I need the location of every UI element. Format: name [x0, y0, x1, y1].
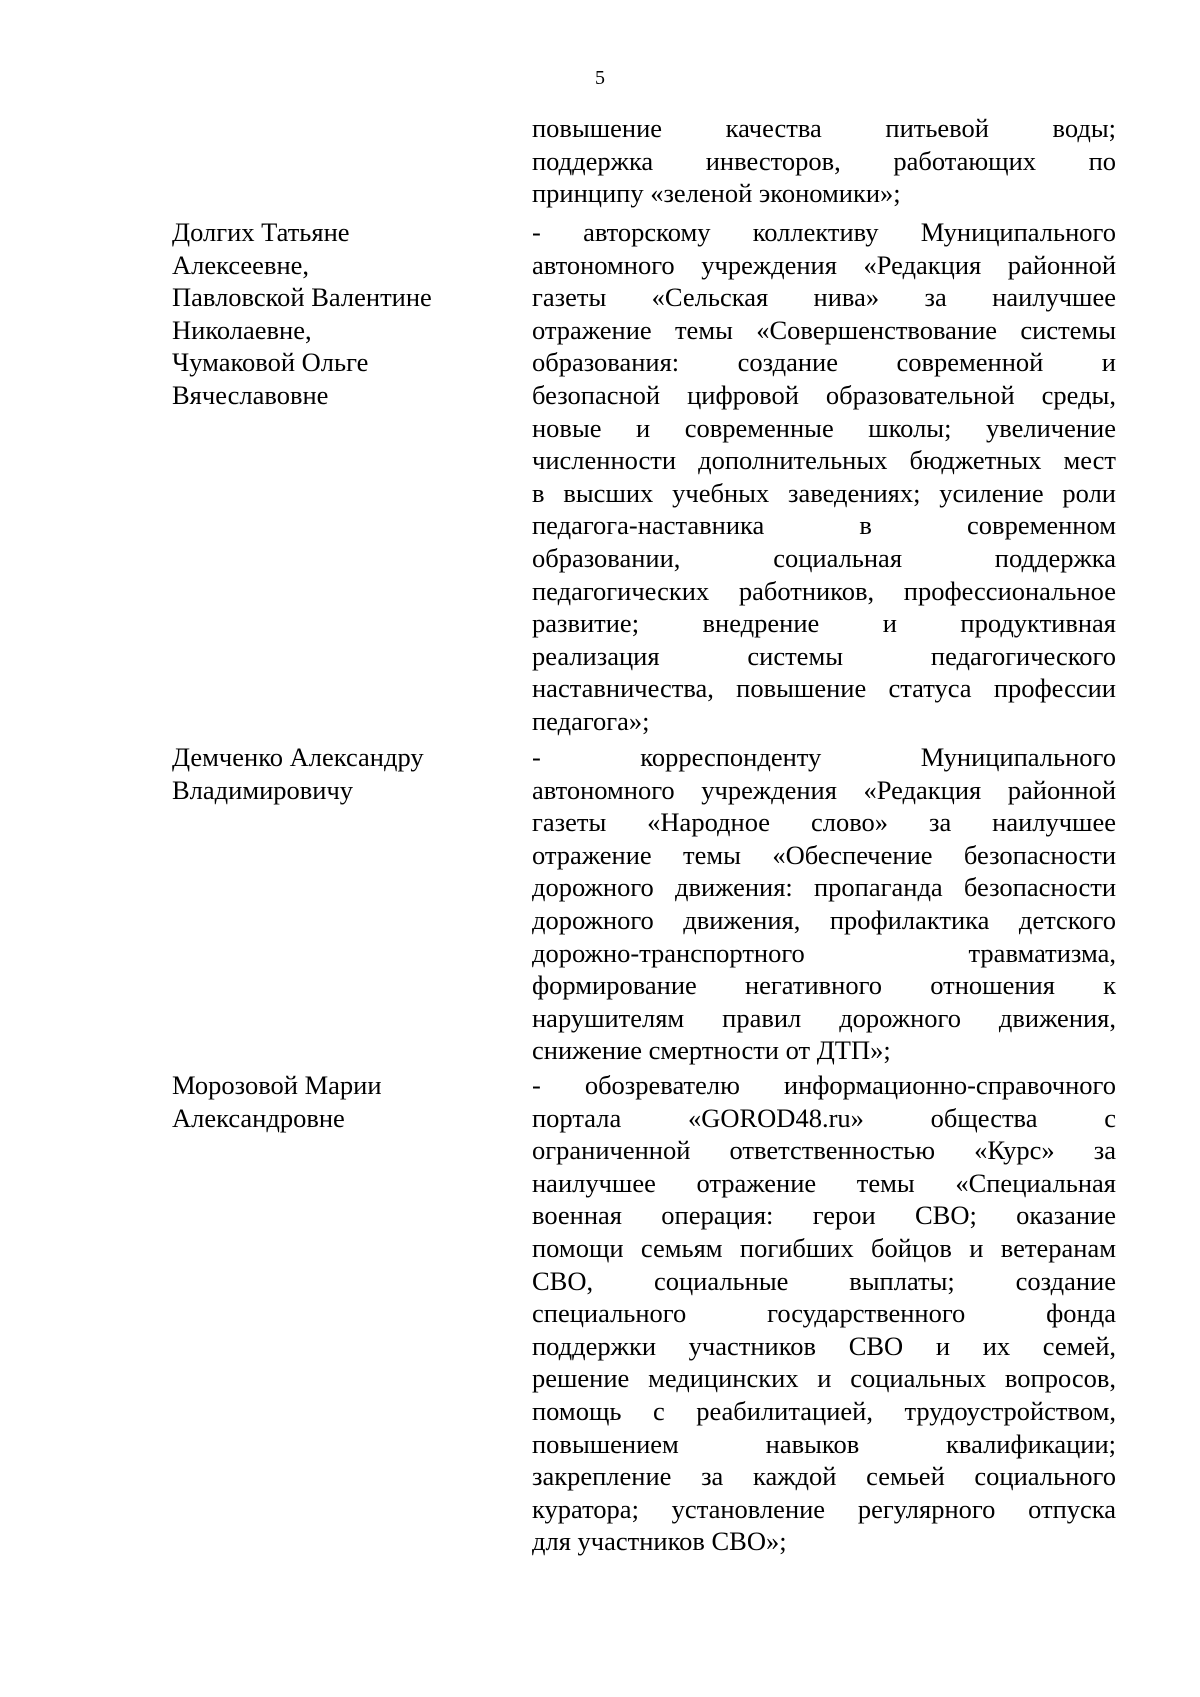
text-line: наилучшее отражение темы «Специальная — [532, 1167, 1116, 1198]
name-line: Вячеславовне — [172, 379, 329, 410]
text-line: помощи семьям погибших бойцов и ветеранам — [532, 1232, 1116, 1263]
text-line: закрепление за каждой семьей социального — [532, 1461, 1116, 1492]
text-line: куратора; установление регулярного отпуска — [532, 1493, 1116, 1524]
award-description — [532, 741, 1116, 1067]
recipient-names — [172, 216, 502, 412]
recipient-names — [172, 1069, 502, 1134]
text-line: повышение качества питьевой воды; — [532, 113, 1116, 143]
text-line: специального государственного фонда — [532, 1298, 1116, 1329]
text-line: новые и современные школы; увеличение — [532, 412, 1116, 443]
page-number: 5 — [595, 67, 605, 89]
text-line: реализация системы педагогического — [532, 640, 1116, 671]
text-line: для участников СВО»; — [532, 1526, 787, 1557]
text-line: формирование негативного отношения к — [532, 970, 1116, 1001]
text-line: образовании, социальная поддержка — [532, 542, 1116, 573]
text-line: педагога»; — [532, 705, 650, 736]
text-line: снижение смертности от ДТП»; — [532, 1035, 891, 1066]
text-line: образования: создание современной и — [532, 347, 1116, 378]
text-line: - авторскому коллективу Муниципального — [532, 217, 1116, 247]
name-line: Владимировичу — [172, 774, 354, 805]
name-line: Павловской Валентине — [172, 282, 432, 313]
name-line: Морозовой Марии — [172, 1070, 382, 1100]
text-line: - обозревателю информационно-справочного — [532, 1070, 1116, 1100]
text-line: принципу «зеленой экономики»; — [532, 178, 901, 209]
text-line: в высших учебных заведениях; усиление роли — [532, 477, 1116, 508]
award-description — [532, 1069, 1116, 1558]
text-line: - корреспонденту Муниципального — [532, 742, 1116, 772]
text-line: численности дополнительных бюджетных мест — [532, 445, 1116, 476]
text-line: дорожного движения, профилактика детского — [532, 904, 1116, 935]
text-line: газеты «Сельская нива» за наилучшее — [532, 282, 1116, 313]
name-line: Чумаковой Ольге — [172, 347, 369, 378]
text-line: помощь с реабилитацией, трудоустройством, — [532, 1395, 1116, 1426]
text-line: ограниченной ответственностью «Курс» за — [532, 1135, 1116, 1166]
text-line: СВО, социальные выплаты; создание — [532, 1265, 1116, 1296]
text-line: отражение темы «Обеспечение безопасности — [532, 839, 1116, 870]
text-line: газеты «Народное слово» за наилучшее — [532, 807, 1116, 838]
name-line: Долгих Татьяне — [172, 217, 350, 247]
text-line: педагогических работников, профессиональное — [532, 575, 1116, 606]
text-line: автономного учреждения «Редакция районной — [532, 774, 1116, 805]
text-line: педагога-наставника в современном — [532, 510, 1116, 541]
intro-text — [532, 112, 1116, 210]
text-line: дорожного движения: пропаганда безопасности — [532, 872, 1116, 903]
name-line: Николаевне, — [172, 314, 312, 345]
text-line: наставничества, повышение статуса профессии — [532, 673, 1116, 704]
text-line: нарушителям правил дорожного движения, — [532, 1002, 1116, 1033]
text-line: отражение темы «Совершенствование системы — [532, 314, 1116, 345]
text-line: решение медицинских и социальных вопросов, — [532, 1363, 1116, 1394]
text-line: военная операция: герои СВО; оказание — [532, 1200, 1116, 1231]
name-line: Александровне — [172, 1102, 345, 1133]
text-line: развитие; внедрение и продуктивная — [532, 608, 1116, 639]
text-line: дорожно-транспортного травматизма, — [532, 937, 1116, 968]
text-line: безопасной цифровой образовательной среды, — [532, 379, 1116, 410]
text-line: поддержки участников СВО и их семей, — [532, 1330, 1116, 1361]
award-description — [532, 216, 1116, 738]
text-line: портала «GOROD48.ru» общества с — [532, 1102, 1116, 1133]
text-line: поддержка инвесторов, работающих по — [532, 145, 1116, 176]
name-line: Алексеевне, — [172, 249, 310, 280]
text-line: автономного учреждения «Редакция районной — [532, 249, 1116, 280]
name-line: Демченко Александру — [172, 742, 424, 772]
text-line: повышением навыков квалификации; — [532, 1428, 1116, 1459]
recipient-names — [172, 741, 502, 806]
